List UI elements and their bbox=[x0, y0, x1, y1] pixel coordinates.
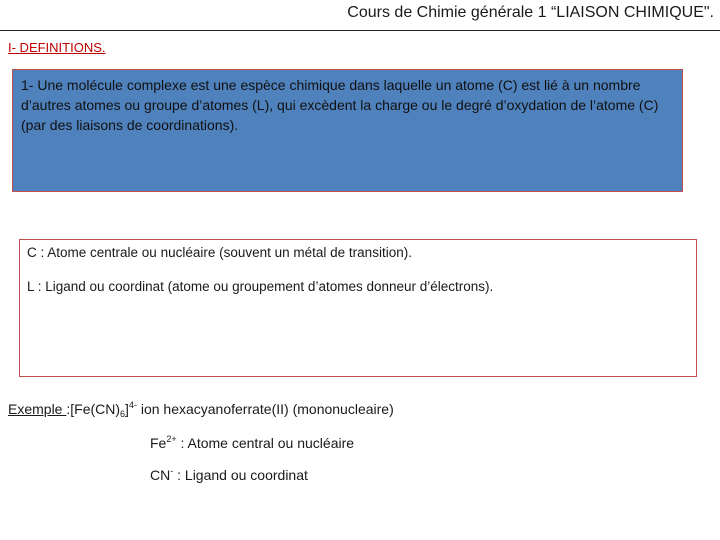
slide-header bbox=[0, 0, 720, 31]
formula-bracket: ] bbox=[125, 401, 129, 417]
formula-prefix: :[Fe(CN) bbox=[66, 401, 121, 417]
iron-line bbox=[150, 434, 354, 451]
example-label: Exemple bbox=[8, 401, 67, 417]
definition-box bbox=[12, 69, 683, 192]
formula-subscript: 6 bbox=[120, 409, 126, 419]
formula-charge: 4- bbox=[128, 400, 137, 410]
ligand-definition: L : Ligand ou coordinat (atome ou groupement d’atomes donneur d’électrons). bbox=[27, 279, 494, 294]
cn-symbol: CN bbox=[150, 467, 171, 483]
cyanide-line bbox=[150, 466, 308, 483]
cn-charge: - bbox=[170, 466, 174, 476]
header-title: Cours de Chimie générale 1 “LIAISON CHIMIQUE". bbox=[347, 4, 714, 21]
formula-description: ion hexacyanoferrate(II) (mononucleaire) bbox=[136, 401, 394, 417]
terms-box bbox=[19, 239, 697, 377]
definition-text: 1- Une molécule complexe est une espèce chimique dans laquelle un atome (C) est lié à un nombre d’autres atomes ou groupe d’atomes (L), qui excèdent la charge ou le degré d’oxydation de l’atome (C) (par des liaisons de coordinations). bbox=[21, 77, 659, 133]
section-title: I- DEFINITIONS. bbox=[8, 40, 106, 55]
fe-description: : Atome central ou nucléaire bbox=[176, 435, 355, 451]
fe-charge: 2+ bbox=[166, 434, 177, 444]
cn-description: : Ligand ou coordinat bbox=[173, 467, 308, 483]
central-atom-definition: C : Atome centrale ou nucléaire (souvent un métal de transition). bbox=[27, 245, 412, 260]
example-line bbox=[8, 400, 394, 419]
fe-symbol: Fe bbox=[150, 435, 167, 451]
